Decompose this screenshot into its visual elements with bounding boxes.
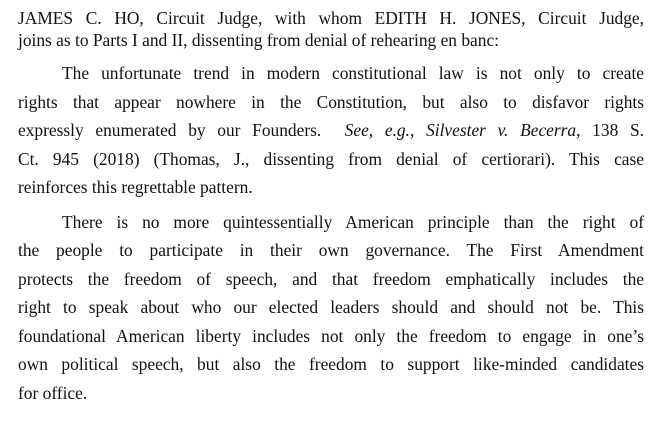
heading-line-1: JAMES C. HO, Circuit Judge, with whom EDITH H. JONES, Circuit Judge, xyxy=(18,8,644,28)
opinion-document xyxy=(18,7,644,407)
paragraph-2-line-2: the people to participate in their own governance. The First Amendment xyxy=(18,240,644,260)
opinion-heading xyxy=(18,7,644,51)
paragraph-1-line-2: rights that appear nowhere in the Constitution, but also to disfavor rights xyxy=(18,91,644,112)
paragraph-1-line-3-text: expressly enumerated by our Founders. xyxy=(18,120,322,140)
citation-comma-2: , xyxy=(409,120,415,140)
citation-signal-see: See xyxy=(344,120,369,140)
paragraph-2-line-3: protects the freedom of speech, and that freedom emphatically includes the xyxy=(18,268,644,289)
citation-reporter: , 138 S. xyxy=(576,120,644,140)
paragraph-2-line-4: right to speak about who our elected leaders should and should not be. This xyxy=(18,297,644,317)
paragraph-1-line-1: The unfortunate trend in modern constitutional law is not only to create xyxy=(62,63,644,83)
paragraph-2-line-5: foundational American liberty includes not only the freedom to engage in one’s xyxy=(18,325,644,346)
citation-comma: , xyxy=(368,120,374,140)
paragraph-1-line-4: Ct. 945 (2018) (Thomas, J., dissenting from denial of certiorari). This case xyxy=(18,148,644,169)
paragraph-2-line-1: There is no more quintessentially American principle than the right of xyxy=(62,211,644,232)
case-name-silvester: Silvester v. Becerra xyxy=(426,120,577,140)
paragraph-2 xyxy=(18,208,644,408)
paragraph-1-line-5: reinforces this regrettable pattern. xyxy=(18,177,253,197)
paragraph-2-line-6: own political speech, but also the freedom to support like-minded candidates xyxy=(18,354,644,374)
citation-signal-eg: e.g. xyxy=(384,120,410,140)
paragraph-1 xyxy=(18,59,644,202)
heading-line-2: joins as to Parts I and II, dissenting from denial of rehearing en banc: xyxy=(18,30,500,50)
paragraph-1-line-3 xyxy=(18,116,644,145)
paragraph-2-line-7: for office. xyxy=(18,382,88,403)
